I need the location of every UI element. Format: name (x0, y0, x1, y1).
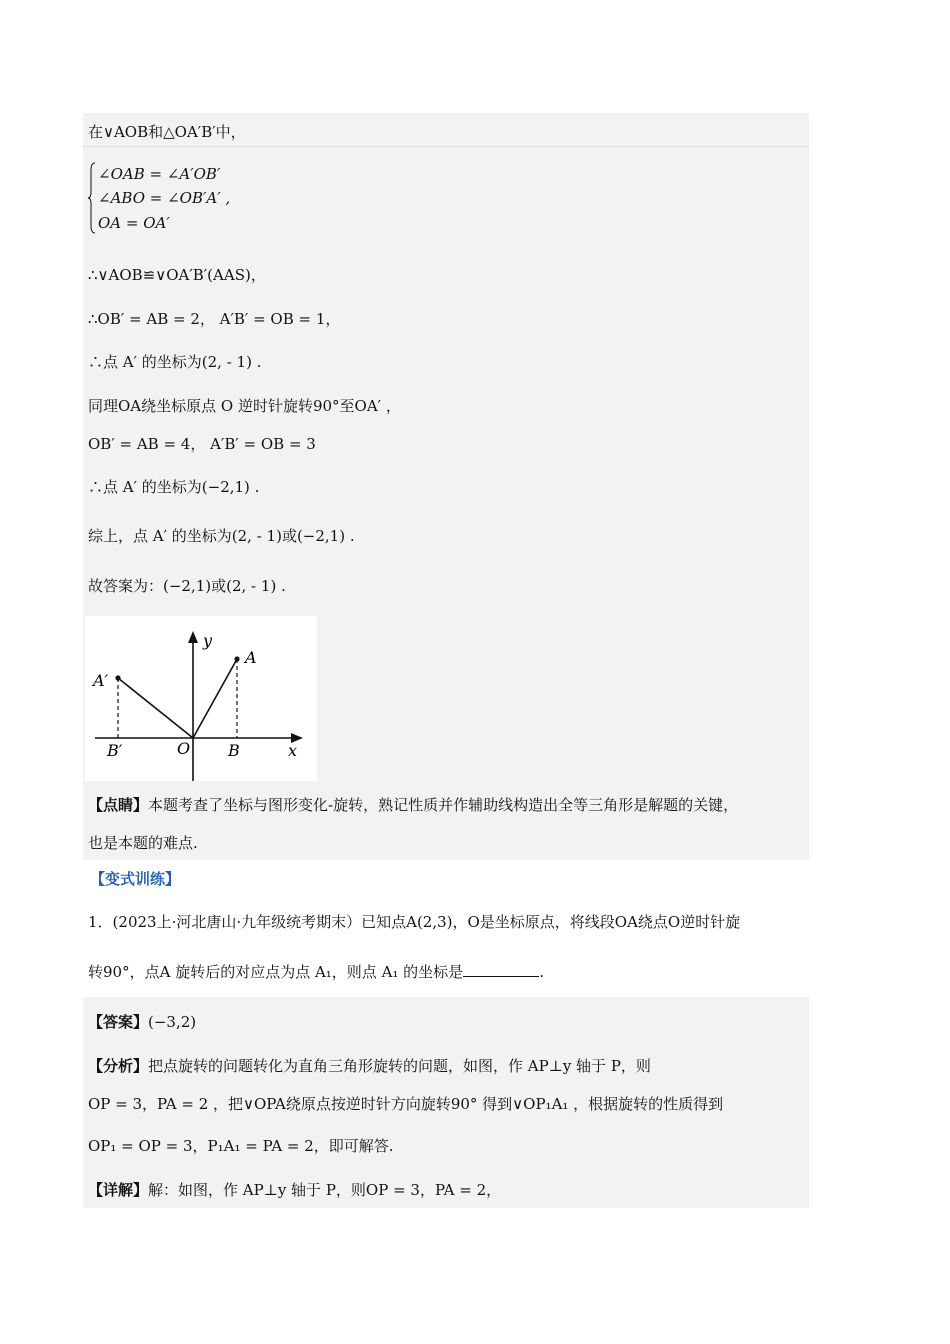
answer-line (88, 1012, 196, 1032)
analysis-line-1 (88, 1056, 651, 1076)
system-eq-2: ∠ABO = ∠OB′A′ , (98, 189, 231, 207)
answer-blank[interactable] (463, 962, 539, 977)
solution-line-7: ∴点 A′ 的坐标为(−2,1) . (88, 478, 260, 496)
label-B: B (228, 741, 240, 760)
system-eq-1: ∠OAB = ∠A′OB′ (98, 165, 221, 183)
label-y: y (203, 631, 213, 650)
separator (83, 146, 809, 147)
answer-tag: 【答案】 (88, 1013, 149, 1031)
comment-line-2: 也是本题的难点. (88, 834, 198, 852)
question-line-2 (88, 962, 544, 982)
coordinate-figure (85, 616, 317, 781)
solution-line-4: ∴点 A′ 的坐标为(2, - 1) . (88, 353, 262, 371)
solution-line-8: 综上，点 A′ 的坐标为(2, - 1)或(−2,1) . (88, 527, 355, 545)
point-A (234, 656, 239, 661)
detail-tag: 【详解】 (88, 1181, 149, 1199)
detail-line-1 (88, 1180, 501, 1200)
answer-value: (−3,2) (148, 1013, 197, 1031)
comment-line-1 (88, 795, 738, 815)
y-axis-arrow-icon (188, 631, 198, 643)
system-eq-3: OA = OA′ (98, 214, 170, 232)
question-text-2: 转90°，点A 旋转后的对应点为点 A₁，则点 A₁ 的坐标是 (88, 963, 464, 981)
analysis-line-2: OP = 3，PA = 2 ，把∨OPA绕原点按逆时针方向旋转90° 得到∨OP₁A₁ ，根据旋转的性质得到 (88, 1095, 724, 1113)
solution-line-9: 故答案为：(−2,1)或(2, - 1) . (88, 577, 286, 595)
analysis-text-1: 把点旋转的问题转化为直角三角形旋转的问题，如图，作 AP⊥y 轴于 P，则 (148, 1057, 651, 1075)
label-O: O (177, 739, 191, 758)
solution-line-2: ∴∨AOB≌∨OA′B′(AAS)， (88, 266, 266, 284)
solution-line-5: 同理OA绕坐标原点 O 逆时针旋转90°至OA′ ， (88, 397, 401, 415)
figure-svg (85, 616, 317, 781)
segment-OA-prime (118, 678, 193, 738)
label-A-prime: A′ (93, 671, 109, 690)
segment-OA (193, 659, 237, 738)
detail-text-1: 解：如图，作 AP⊥y 轴于 P，则OP = 3，PA = 2， (148, 1181, 502, 1199)
label-x: x (288, 741, 298, 760)
brace-icon (88, 162, 96, 234)
question-end: . (539, 963, 544, 981)
solution-line-6: OB′ = AB = 4， A′B′ = OB = 3 (88, 435, 316, 453)
comment-text-1: 本题考查了坐标与图形变化-旋转，熟记性质并作辅助线构造出全等三角形是解题的关键， (148, 796, 739, 814)
comment-tag: 【点睛】 (88, 796, 149, 814)
label-A: A (245, 648, 257, 667)
point-A-prime (115, 675, 120, 680)
question-line-1: 1．(2023上·河北唐山·九年级统考期末）已知点A(2,3)，O是坐标原点，将线段OA绕点O逆时针旋 (88, 913, 741, 931)
analysis-line-3: OP₁ = OP = 3，P₁A₁ = PA = 2，即可解答. (88, 1137, 394, 1155)
label-B-prime: B′ (107, 741, 123, 760)
solution-line-1: 在∨AOB和△OA′B′中， (88, 123, 246, 141)
solution-line-3: ∴OB′ = AB = 2， A′B′ = OB = 1， (88, 310, 341, 328)
analysis-tag: 【分析】 (88, 1057, 149, 1075)
section-title: 【变式训练】 (90, 870, 181, 888)
